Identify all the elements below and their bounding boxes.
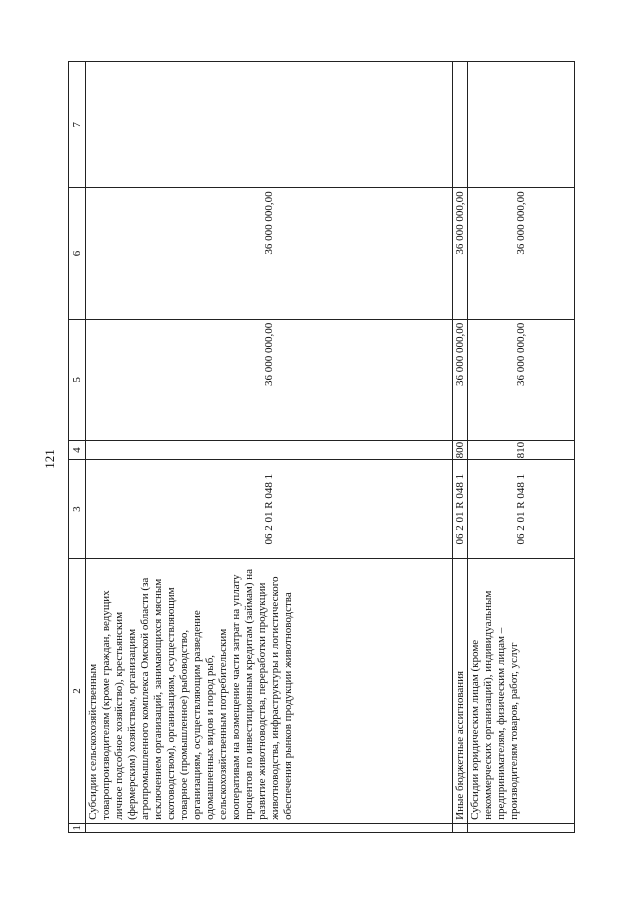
header-col-4: 4 [69, 440, 86, 459]
header-col-2: 2 [69, 559, 86, 824]
cell-amount-5: 36 000 000,00 [468, 319, 575, 440]
cell-kvr: 810 [468, 440, 575, 459]
table-row [468, 62, 575, 833]
cell-amount-6: 36 000 000,00 [86, 188, 453, 319]
cell-kvr [86, 440, 453, 459]
page-number: 121 [42, 449, 57, 469]
cell-amount-5: 36 000 000,00 [453, 319, 468, 440]
header-col-7: 7 [69, 62, 86, 188]
cell-code: 06 2 01 R 048 1 [468, 460, 575, 559]
cell-kvr: 800 [453, 441, 466, 459]
cell-col7 [453, 62, 468, 188]
cell-col7 [468, 62, 575, 188]
cell-col1 [453, 823, 468, 832]
cell-code: 06 2 01 R 048 1 [86, 460, 453, 559]
cell-amount-6: 36 000 000,00 [453, 188, 468, 319]
budget-table-rotated [68, 61, 578, 833]
header-col-3: 3 [69, 460, 86, 559]
cell-amount-6: 36 000 000,00 [468, 188, 575, 319]
budget-table [68, 61, 575, 833]
header-col-5: 5 [69, 319, 86, 440]
cell-col1 [468, 823, 575, 832]
cell-col1 [86, 823, 453, 832]
header-row [69, 62, 86, 833]
table-row [453, 62, 468, 833]
cell-name: Субсидии юридическим лицам (кроме некоммерческих организаций), индивидуальным предпринимателям, физическим лицам – производителям товаров, работ, услуг [468, 559, 575, 824]
cell-name: Субсидии сельскохозяйственным товаропроизводителям (кроме граждан, ведущих личное подсобное хозяйство), крестьянским (фермерским) хозяйствам, организациям агропромышленного комплекса Омской области (за исключением организаций, занимающихся мясным скотоводством), организациям, осуществляющим товарное (промышленное) рыбоводство, организациям, осуществляющим разведение одомашненных видов и пород рыб, сельскохозяйственным потребительским кооперативам на возмещение части затрат на уплату процентов по инвестиционным кредитам (займам) на развитие животноводства, переработки продукции животноводства, инфраструктуры и логистического обеспечения рынков продукции животноводства [86, 559, 453, 824]
cell-amount-5: 36 000 000,00 [86, 319, 453, 440]
cell-name: Иные бюджетные ассигнования [453, 559, 468, 824]
cell-code: 06 2 01 R 048 1 [453, 460, 468, 559]
header-col-1: 1 [69, 823, 86, 832]
header-col-6: 6 [69, 188, 86, 319]
table-row [86, 62, 453, 833]
cell-col7 [86, 62, 453, 188]
